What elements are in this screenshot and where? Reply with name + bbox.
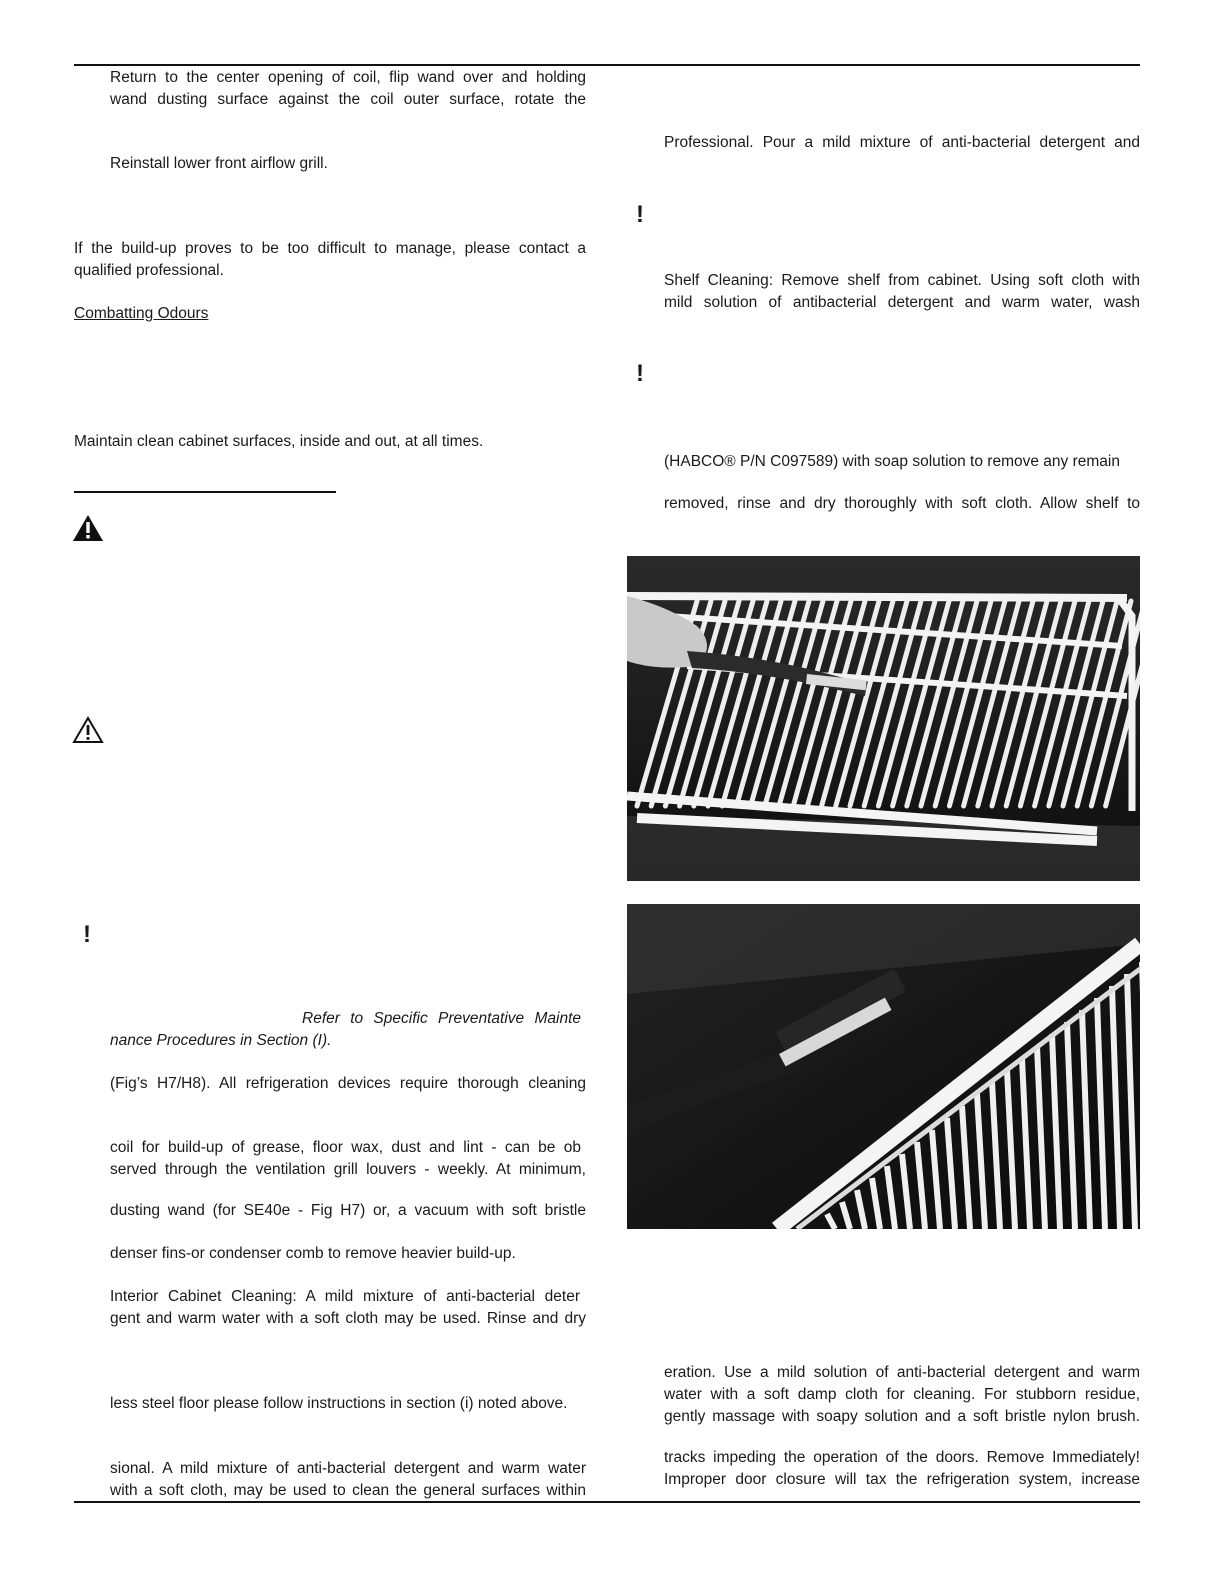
figs-line: (Fig’s H7/H8). All refrigeration devices require thorough cleaning bbox=[110, 1075, 586, 1092]
coil-instruction-line-1: Return to the center opening of coil, flip wand over and holding bbox=[110, 69, 586, 86]
habco-part-line: (HABCO® P/N C097589) with soap solution to remove any remain bbox=[664, 453, 1120, 470]
shelf-cleaning-line-1: Shelf Cleaning: Remove shelf from cabinet. Using soft cloth with bbox=[664, 272, 1140, 289]
eration-line-3: gently massage with soapy solution and a soft bristle nylon brush. bbox=[664, 1408, 1140, 1425]
condenser-fins-line: denser fins-or condenser comb to remove heavier build-up. bbox=[110, 1245, 516, 1262]
combatting-odours-heading: Combatting Odours bbox=[74, 305, 209, 322]
general-surfaces-line-1: sional. A mild mixture of anti-bacterial detergent and warm water bbox=[110, 1460, 586, 1477]
professional-line: Professional. Pour a mild mixture of anti-bacterial detergent and bbox=[664, 134, 1140, 151]
buildup-line-2: qualified professional. bbox=[74, 262, 224, 279]
refer-procedures-line-1: Refer to Specific Preventative Mainte bbox=[302, 1010, 581, 1027]
coil-instruction-line-2: wand dusting surface against the coil outer surface, rotate the bbox=[110, 91, 586, 108]
dusting-wand-line: dusting wand (for SE40e - Fig H7) or, a vacuum with soft bristle bbox=[110, 1202, 586, 1219]
shelf-brush-photo-2 bbox=[627, 904, 1140, 1229]
interior-cleaning-line-1: Interior Cabinet Cleaning: A mild mixture of anti-bacterial deter bbox=[110, 1288, 580, 1305]
general-surfaces-line-2: with a soft cloth, may be used to clean the general surfaces within bbox=[110, 1482, 586, 1499]
caution-icon: ! bbox=[636, 360, 644, 387]
refer-procedures-line-2: nance Procedures in Section (I). bbox=[110, 1032, 332, 1049]
stainless-floor-line: less steel floor please follow instructions in section (i) noted above. bbox=[110, 1395, 568, 1412]
door-tracks-line-1: tracks impeding the operation of the doors. Remove Immediately! bbox=[664, 1449, 1140, 1466]
warning-filled-icon bbox=[72, 514, 104, 542]
door-tracks-line-2: Improper door closure will tax the refrigeration system, increase bbox=[664, 1471, 1140, 1488]
maintain-surfaces-text: Maintain clean cabinet surfaces, inside and out, at all times. bbox=[74, 433, 484, 450]
caution-icon: ! bbox=[636, 201, 644, 228]
coil-observed-line-2: served through the ventilation grill louvers - weekly. At minimum, bbox=[110, 1161, 586, 1178]
interior-cleaning-line-2: gent and warm water with a soft cloth may be used. Rinse and dry bbox=[110, 1310, 586, 1327]
coil-observed-line-1: coil for build-up of grease, floor wax, dust and lint - can be ob bbox=[110, 1139, 581, 1156]
eration-line-2: water with a soft damp cloth for cleaning. For stubborn residue, bbox=[664, 1386, 1140, 1403]
shelf-cleaning-line-2: mild solution of antibacterial detergent and warm water, wash bbox=[664, 294, 1140, 311]
rinse-dry-line: removed, rinse and dry thoroughly with soft cloth. Allow shelf to bbox=[664, 495, 1140, 512]
caution-icon: ! bbox=[83, 921, 91, 948]
header-rule bbox=[74, 64, 1140, 66]
buildup-line-1: If the build-up proves to be too difficult to manage, please contact a bbox=[74, 240, 586, 257]
eration-line-1: eration. Use a mild solution of anti-bacterial detergent and warm bbox=[664, 1364, 1140, 1381]
warning-outline-icon bbox=[72, 716, 104, 744]
shelf-brush-photo-1 bbox=[627, 556, 1140, 881]
reinstall-grill-text: Reinstall lower front airflow grill. bbox=[110, 155, 328, 172]
section-divider bbox=[74, 491, 336, 493]
